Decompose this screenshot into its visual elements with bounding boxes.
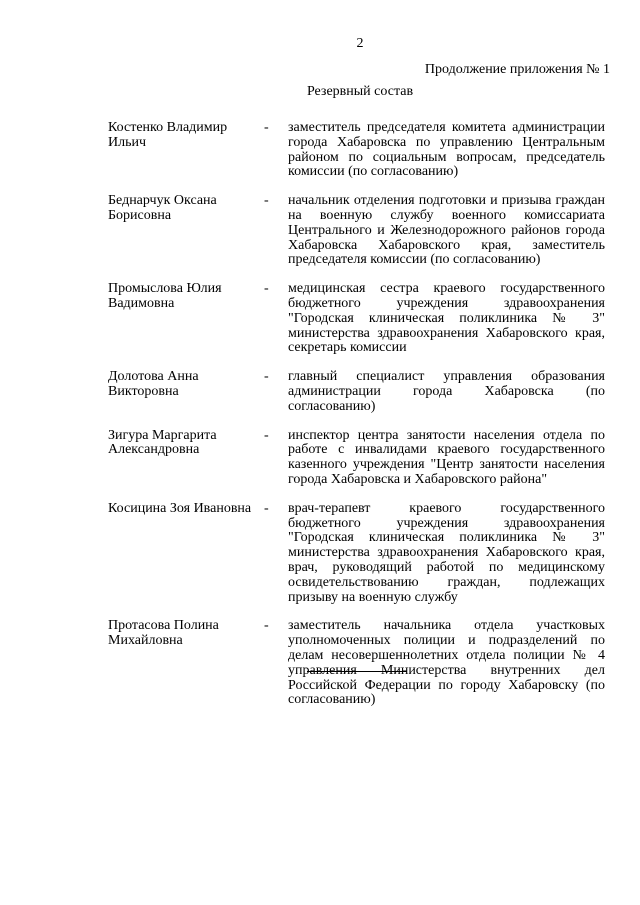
member-name: Промыслова Юлия Вадимовна (108, 281, 222, 311)
member-dash: - (264, 618, 269, 634)
member-entry (108, 282, 605, 356)
member-name: Долотова Анна Викторовна (108, 369, 199, 399)
member-entry (108, 619, 605, 708)
member-name: Костенко Владимир Ильич (108, 120, 228, 150)
member-role: главный специалист управления образования администрации города Хабаровска (по согласованию) (288, 369, 605, 414)
member-dash: - (264, 281, 269, 297)
member-role: медицинская сестра краевого государственного бюджетного учреждения здравоохранения "Городская клиническая поликлиника № 3" министерства здравоохранения Хабаровского края, секретарь комиссии (288, 281, 605, 356)
member-dash: - (264, 427, 269, 443)
member-name: Беднарчук Оксана Борисовна (108, 193, 217, 223)
member-name: Протасова Полина Михайловна (108, 618, 219, 649)
member-role: заместитель председателя комитета администрации города Хабаровска по управлению Центральным районом по социальным вопросам, председатель комиссии (по согласованию) (288, 120, 605, 180)
member-entry (108, 121, 605, 180)
appendix-note: Продолжение приложения № 1 (424, 62, 610, 77)
page-number: 2 (356, 36, 364, 51)
member-name: Косицина Зоя Ивановна (108, 500, 252, 516)
member-role: начальник отделения подготовки и призыва граждан на военную службу военного комиссариата Центрального и Железнодорожного районов города Хабаровска Хабаровского края, заместитель председателя комиссии (по согласованию) (288, 193, 605, 268)
member-entry (108, 194, 605, 268)
member-list (108, 121, 605, 722)
member-entry (108, 502, 605, 606)
member-entry (108, 370, 605, 414)
member-role: инспектор центра занятости населения отдела по работе с инвалидами краевого государственного казенного учреждения "Центр занятости населения города Хабаровска и Хабаровского района" (288, 427, 605, 487)
member-dash: - (264, 500, 269, 516)
member-role: врач-терапевт краевого государственного бюджетного учреждения здравоохранения "Городская клиническая поликлиника № 3" министерства здравоохранения Хабаровского края, врач, руководящий работой по медицинскому освидетельствованию граждан, подлежащих призыву на военную службу (288, 500, 605, 605)
member-dash: - (264, 369, 269, 385)
member-dash: - (264, 120, 269, 135)
member-name: Зигура Маргарита Александровна (108, 427, 217, 458)
member-entry (108, 429, 605, 488)
member-role: заместитель начальника отдела участковых уполномоченных полиции и подразделений по делам несовершеннолетних отдела полиции № 4 управления Министерства внутренних дел Российской Федерации по городу Хабаровску (по согласованию) (288, 618, 605, 708)
member-dash: - (264, 193, 269, 209)
end-divider (307, 671, 407, 672)
section-title: Резервный состав (306, 84, 414, 99)
